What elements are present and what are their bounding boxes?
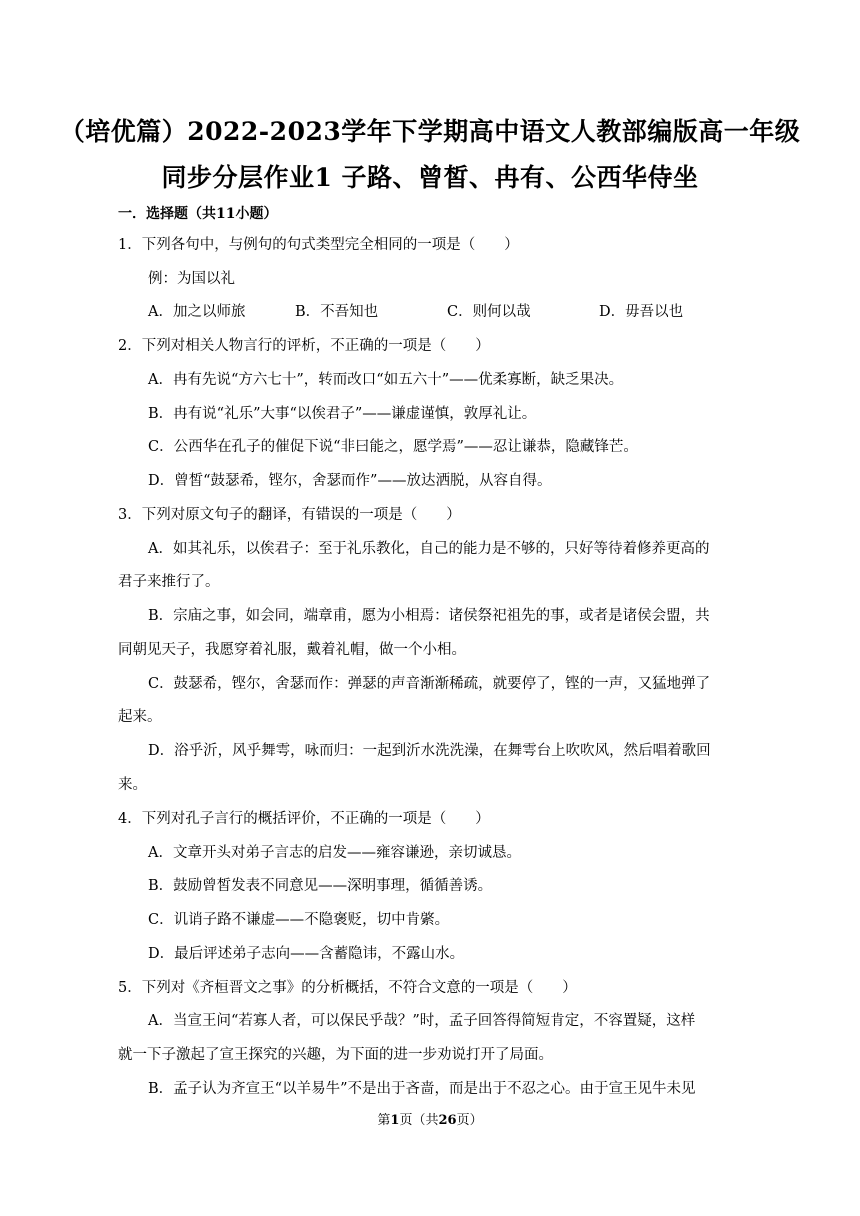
q2-option-d: D．曾皙“鼓瑟希，铿尔，舍瑟而作”——放达洒脱，从容自得。 [148, 473, 552, 489]
footer-prefix: 第 [377, 1113, 391, 1128]
q2-option-a: A．冉有先说“方六七十”，转而改口“如五六十”——优柔寡断，缺乏果决。 [148, 372, 624, 388]
q3-option-a-line1: A．如其礼乐，以俟君子：至于礼乐教化，自己的能力是不够的，只好等待着修养更高的 [148, 541, 710, 557]
title-line-1: （培优篇）2022-2023学年下学期高中语文人教部编版高一年级 [59, 117, 801, 146]
q5-stem: 5．下列对《齐桓晋文之事》的分析概括，不符合文意的一项是（ ） [118, 980, 577, 996]
q4-option-d: D．最后评述弟子志向——含蓄隐讳，不露山水。 [148, 946, 465, 962]
title-line-2: 同步分层作业1 子路、曾皙、冉有、公西华侍坐 [161, 163, 699, 192]
section-heading: 一．选择题（共11小题） [118, 206, 278, 222]
q2-stem: 2．下列对相关人物言行的评析，不正确的一项是（ ） [118, 338, 490, 354]
q4-option-a: A．文章开头对弟子言志的启发——雍容谦逊，亲切诚恳。 [148, 845, 521, 861]
q3-option-b-line2: 同朝见天子，我愿穿着礼服，戴着礼帽，做一个小相。 [118, 642, 466, 658]
q4-stem: 4．下列对孔子言行的概括评价，不正确的一项是（ ） [118, 811, 490, 827]
q1-option-d: D．毋吾以也 [599, 304, 684, 320]
q3-option-c-line2: 起来。 [118, 709, 162, 725]
q3-stem: 3．下列对原文句子的翻译，有错误的一项是（ ） [118, 507, 461, 523]
q2-option-c: C．公西华在孔子的催促下说“非曰能之，愿学焉”——忍让谦恭，隐藏锋芒。 [148, 439, 638, 455]
q5-option-b-line1: B．孟子认为齐宣王“以羊易牛”不是出于吝啬，而是出于不忍之心。由于宣王见牛未见 [148, 1081, 696, 1097]
q1-stem: 1．下列各句中，与例句的句式类型完全相同的一项是（ ） [118, 237, 519, 253]
q1-example: 例：为国以礼 [148, 271, 235, 287]
q5-option-a-line1: A．当宣王问“若寡人者，可以保民乎哉？”时，孟子回答得简短肯定，不容置疑，这样 [148, 1013, 696, 1029]
q3-option-d-line1: D．浴乎沂，风乎舞雩，咏而归：一起到沂水洗洗澡，在舞雩台上吹吹风，然后唱着歌回 [148, 743, 711, 759]
q1-option-b: B．不吾知也 [295, 304, 379, 320]
q5-option-a-line2: 就一下子激起了宣王探究的兴趣，为下面的进一步劝说打开了局面。 [118, 1047, 553, 1063]
footer-suffix: 页） [456, 1113, 483, 1128]
q3-option-b-line1: B．宗庙之事，如会同，端章甫，愿为小相焉：诸侯祭祀祖先的事，或者是诸侯会盟，共 [148, 608, 710, 624]
footer-middle: 页（共 [399, 1113, 439, 1128]
q2-option-b: B．冉有说“礼乐”大事“以俟君子”——谦虚谨慎，敦厚礼让。 [148, 406, 537, 422]
footer-total-pages: 26 [438, 1113, 457, 1128]
q1-option-a: A．加之以师旅 [148, 304, 246, 320]
q1-option-c: C．则何以哉 [447, 304, 531, 320]
q3-option-d-line2: 来。 [118, 777, 147, 793]
q3-option-a-line2: 君子来推行了。 [118, 574, 220, 590]
page-footer [0, 1109, 860, 1128]
q3-option-c-line1: C．鼓瑟希，铿尔，舍瑟而作：弹瑟的声音渐渐稀疏，就要停了，铿的一声，又猛地弹了 [148, 676, 711, 692]
q4-option-b: B．鼓励曾皙发表不同意见——深明事理，循循善诱。 [148, 878, 493, 894]
footer-page-number: 1 [390, 1113, 400, 1128]
q4-option-c: C．讥诮子路不谦虚——不隐褒贬，切中肯綮。 [148, 912, 450, 928]
